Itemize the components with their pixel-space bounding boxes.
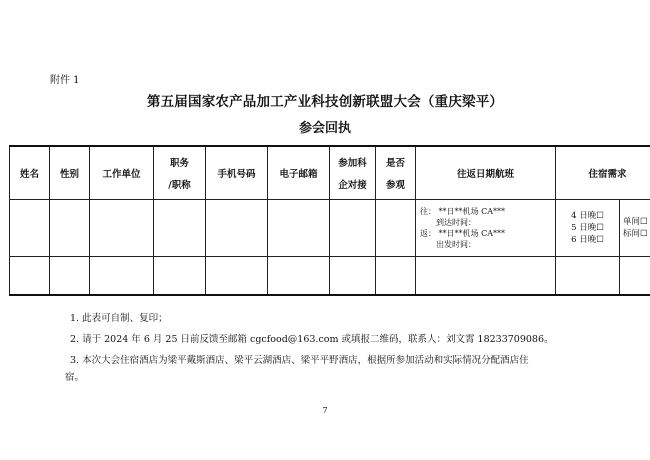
document-subtitle: 参会回执 (298, 121, 351, 136)
page-number: 7 (322, 406, 328, 415)
registration-table (9, 145, 650, 296)
lodging-day-5[interactable]: 5 日晚☐ (571, 223, 604, 233)
flight-return: 返： **日**机场 CA*** (420, 229, 505, 238)
flight-depart-time: 出发时间： (436, 240, 476, 249)
cell-visit[interactable] (376, 200, 416, 257)
lodging-day-6[interactable]: 6 日晚☐ (571, 235, 604, 245)
room-single[interactable]: 单间☐ (623, 217, 648, 227)
cell-lodging-days[interactable] (556, 257, 620, 296)
cell-lodging-days[interactable] (556, 200, 620, 257)
header-lodging: 住宿需求 (556, 146, 650, 200)
header-position (154, 146, 206, 200)
cell-name[interactable] (10, 200, 50, 257)
cell-gender[interactable] (50, 200, 90, 257)
cell-email[interactable] (268, 257, 330, 296)
cell-room-type[interactable] (620, 257, 650, 296)
cell-name[interactable] (10, 257, 50, 296)
flight-arrive-time: 到达时间： (436, 218, 476, 227)
cell-phone[interactable] (206, 200, 268, 257)
header-visit (376, 146, 416, 200)
document-title: 第五届国家农产品加工产业科技创新联盟大会（重庆梁平） (146, 94, 504, 110)
cell-workplace[interactable] (90, 200, 154, 257)
attachment-label: 附件 1 (50, 75, 80, 86)
header-email: 电子邮箱 (268, 146, 330, 200)
flight-going: 往： **日**机场 CA*** (420, 207, 505, 216)
header-position-line2: /职称 (168, 180, 191, 191)
header-pickup (330, 146, 376, 200)
cell-position[interactable] (154, 200, 206, 257)
header-visit-line2: 参观 (385, 180, 405, 191)
cell-room-type[interactable] (620, 200, 650, 257)
room-double[interactable]: 标间☐ (623, 229, 648, 239)
header-flight: 往返日期航班 (416, 146, 556, 200)
header-position-line1: 职务 (169, 158, 189, 169)
header-pickup-line2: 企对接 (338, 180, 367, 191)
cell-visit[interactable] (376, 257, 416, 296)
table-header-row (10, 146, 650, 200)
header-gender: 性别 (50, 146, 90, 200)
cell-pickup[interactable] (330, 257, 376, 296)
header-name: 姓名 (10, 146, 50, 200)
lodging-day-4[interactable]: 4 日晚☐ (571, 211, 604, 221)
note-1: 1. 此表可自制、复印； (70, 313, 168, 324)
notes-section (65, 308, 610, 385)
table-row (10, 257, 650, 296)
note-3-continued: 宿。 (65, 372, 85, 383)
cell-email[interactable] (268, 200, 330, 257)
cell-flight[interactable] (416, 200, 556, 257)
note-3: 3. 本次大会住宿酒店为梁平戴斯酒店、梁平云湖酒店、梁平平野酒店，根据所参加活动和实际情况分配酒店住 (70, 355, 529, 366)
cell-gender[interactable] (50, 257, 90, 296)
table-row (10, 200, 650, 257)
header-phone: 手机号码 (206, 146, 268, 200)
header-pickup-line1: 参加科 (338, 158, 367, 169)
note-2: 2. 请于 2024 年 6 月 25 日前反馈至邮箱 cgcfood@163.com 或填报二维码，联系人：刘文霄 18233709086。 (70, 334, 554, 345)
cell-phone[interactable] (206, 257, 268, 296)
header-visit-line1: 是否 (385, 158, 405, 169)
cell-flight[interactable] (416, 257, 556, 296)
cell-pickup[interactable] (330, 200, 376, 257)
cell-position[interactable] (154, 257, 206, 296)
header-workplace: 工作单位 (90, 146, 154, 200)
cell-workplace[interactable] (90, 257, 154, 296)
